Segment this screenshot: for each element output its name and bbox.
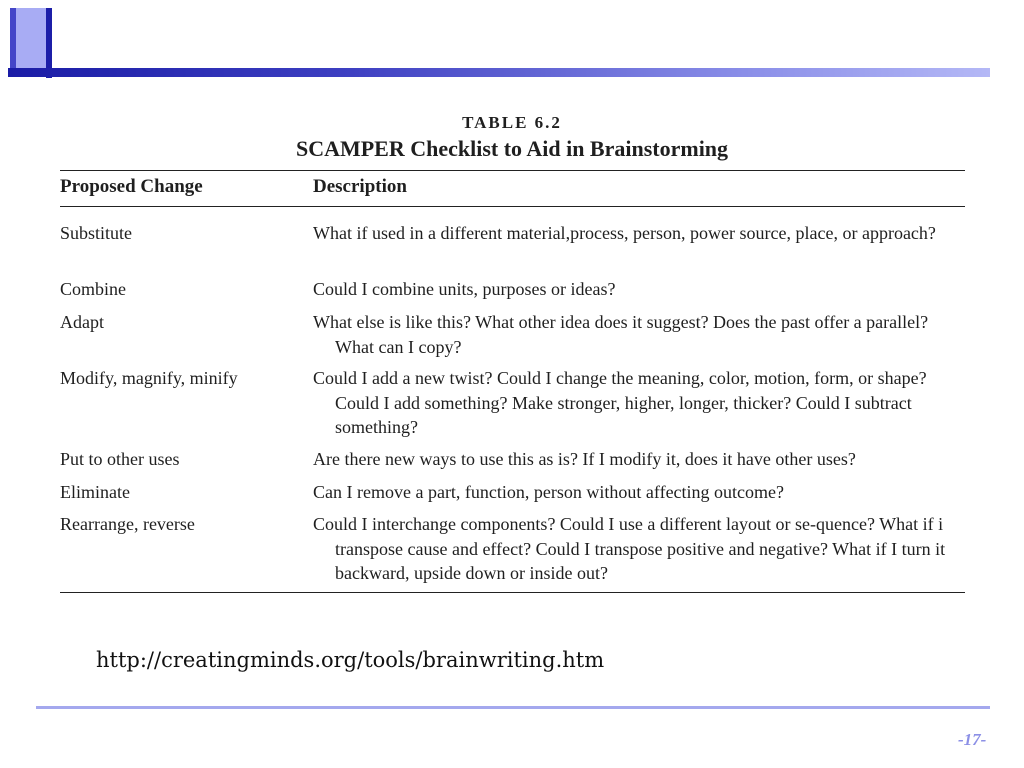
source-url: http://creatingminds.org/tools/brainwriting.htm bbox=[96, 648, 605, 672]
table-header-rule bbox=[60, 206, 965, 207]
row-description: Could I interchange components? Could I use a different layout or se-quence? What if i transpose cause and effect? Could I transpose positive and negative? What if I turn it backward, upside down or inside out? bbox=[313, 514, 946, 583]
header-gradient-bar bbox=[8, 68, 990, 77]
row-change: Rearrange, reverse bbox=[60, 514, 195, 534]
row-change: Substitute bbox=[60, 223, 133, 243]
row-description: Are there new ways to use this as is? If I modify it, does it have other uses? bbox=[313, 449, 856, 469]
row-change: Eliminate bbox=[60, 482, 130, 502]
column-header-change: Proposed Change bbox=[60, 176, 203, 197]
page-number: -17- bbox=[958, 730, 987, 749]
row-description: Could I combine units, purposes or ideas? bbox=[313, 279, 616, 299]
table-top-rule bbox=[60, 170, 965, 171]
row-change: Adapt bbox=[60, 312, 104, 332]
column-header-description: Description bbox=[313, 176, 407, 197]
row-description: Could I add a new twist? Could I change the meaning, color, motion, form, or shape? Could I add something? Make stronger, higher, longer, thicker? Could I subtract something? bbox=[313, 368, 927, 437]
table-label: TABLE 6.2 bbox=[462, 113, 562, 132]
row-change: Combine bbox=[60, 279, 126, 299]
table-title: SCAMPER Checklist to Aid in Brainstorming bbox=[295, 136, 729, 161]
row-change: Modify, magnify, minify bbox=[60, 368, 238, 388]
footer-line bbox=[36, 706, 990, 709]
row-description: What if used in a different material,process, person, power source, place, or approach? bbox=[313, 223, 936, 243]
row-description: Can I remove a part, function, person without affecting outcome? bbox=[313, 482, 785, 502]
row-change: Put to other uses bbox=[60, 449, 180, 469]
row-description: What else is like this? What other idea does it suggest? Does the past offer a parallel? What can I copy? bbox=[313, 312, 929, 357]
header-accent-square bbox=[10, 8, 50, 74]
table-bottom-rule bbox=[60, 592, 965, 593]
